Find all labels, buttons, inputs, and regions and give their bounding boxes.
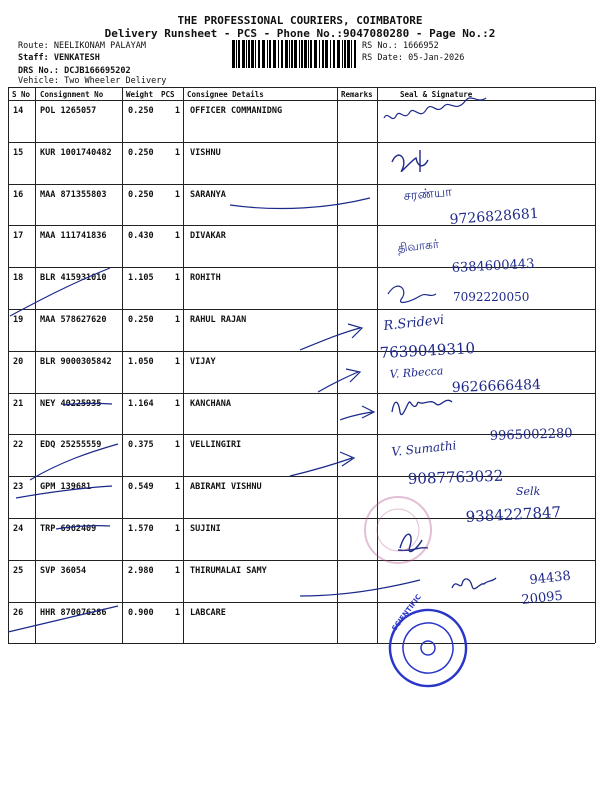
sno-cell: 24	[13, 524, 24, 534]
weight-cell: 0.549	[128, 482, 154, 493]
staff-value: VENKATESH	[53, 53, 100, 63]
strike-line	[56, 526, 110, 529]
consignee-cell: THIRUMALAI SAMY	[190, 565, 267, 576]
route-value: NEELIKONAM PALAYAM	[53, 41, 146, 51]
pcs-cell: 1	[174, 440, 180, 451]
strike-line	[8, 606, 118, 632]
weight-cell: 0.250	[128, 315, 154, 325]
strike-line	[64, 403, 112, 405]
rs-date-label: RS Date:	[362, 53, 403, 63]
signature-scribble	[384, 98, 486, 119]
consignee-cell: RAHUL RAJAN	[190, 315, 247, 325]
handwritten-phone: 7092220050	[453, 290, 530, 304]
handwritten-signature: R.Sridevi	[382, 312, 445, 334]
consignee-cell: KANCHANA	[190, 398, 231, 409]
handwritten-phone: 94438	[528, 568, 572, 588]
signature-scribble	[392, 150, 428, 172]
col-header-remarks: Remarks	[341, 90, 373, 99]
signature-scribble	[392, 400, 452, 414]
weight-cell: 1.105	[128, 273, 154, 284]
arrow-icon	[300, 580, 420, 596]
col-header-seal: Seal & Signature	[400, 90, 473, 99]
pcs-cell: 1	[174, 106, 180, 116]
pcs-cell: 1	[174, 189, 180, 200]
consignment-cell: POL 1265057	[40, 106, 97, 116]
pcs-cell: 1	[174, 524, 180, 534]
pcs-cell: 1	[174, 231, 180, 242]
weight-cell: 0.375	[128, 440, 154, 451]
pcs-cell: 1	[174, 315, 180, 325]
pcs-cell: 1	[174, 607, 180, 618]
sno-cell: 19	[13, 315, 24, 325]
handwritten-phone: 9087763032	[407, 466, 504, 488]
drs-value: DCJB166695202	[64, 66, 131, 76]
consignment-cell: NEY 40225935	[40, 398, 102, 409]
handwritten-signature: V. Sumathi	[390, 438, 458, 459]
company-title: THE PROFESSIONAL COURIERS, COIMBATORE	[177, 14, 423, 27]
sno-cell: 14	[13, 106, 24, 116]
sno-cell: 15	[13, 147, 24, 158]
stamp-text: SCIENTIFIC	[390, 593, 423, 633]
col-header-pcs: PCS	[161, 90, 175, 99]
sno-cell: 25	[13, 565, 24, 576]
strike-line	[30, 444, 118, 480]
consignment-cell: MAA 871355803	[40, 189, 107, 200]
weight-cell: 0.250	[128, 189, 154, 200]
consignee-cell: ROHITH	[190, 273, 221, 284]
consignment-cell: HHR 870076286	[40, 607, 107, 618]
weight-cell: 2.980	[128, 565, 154, 576]
strike-line	[10, 268, 110, 316]
consignment-cell: KUR 1001740482	[40, 147, 112, 158]
consignee-cell: SARANYA	[190, 189, 226, 200]
consignee-cell: ABIRAMI VISHNU	[190, 482, 262, 493]
consignee-cell: VISHNU	[190, 147, 221, 158]
sno-cell: 23	[13, 482, 24, 493]
consignee-cell: LABCARE	[190, 607, 226, 618]
arrow-icon	[318, 369, 360, 392]
consignment-cell: MAA 578627620	[40, 315, 107, 325]
pcs-cell: 1	[174, 482, 180, 493]
pcs-cell: 1	[174, 565, 180, 576]
drs-label: DRS No.:	[18, 66, 59, 76]
weight-cell: 0.430	[128, 231, 154, 242]
pcs-cell: 1	[174, 398, 180, 409]
weight-cell: 1.050	[128, 356, 154, 367]
rs-no-value: 1666952	[402, 41, 439, 51]
weight-cell: 0.250	[128, 106, 154, 116]
handwritten-note: Selk	[516, 485, 541, 498]
consignee-cell: VELLINGIRI	[190, 440, 242, 451]
runsheet-subtitle: Delivery Runsheet - PCS - Phone No.:9047080280 - Page No.:2	[104, 27, 496, 40]
sno-cell: 21	[13, 398, 24, 409]
signature-scribble	[388, 286, 436, 302]
consignment-cell: EDQ 25255559	[40, 440, 102, 451]
consignment-cell: MAA 111741836	[40, 231, 107, 242]
arrow-icon	[340, 406, 374, 420]
faint-stamp	[365, 497, 431, 563]
vehicle-label: Vehicle:	[18, 76, 59, 86]
weight-cell: 0.250	[128, 147, 154, 158]
consignee-cell: VIJAY	[190, 356, 216, 367]
handwritten-phone: 7639049310	[379, 339, 476, 362]
sno-cell: 17	[13, 231, 24, 242]
sno-cell: 26	[13, 607, 24, 618]
rs-no-label: RS No.:	[362, 41, 398, 51]
handwritten-signature: சரண்யா	[403, 184, 453, 204]
consignment-cell: BLR 415931010	[40, 273, 107, 284]
consignee-cell: DIVAKAR	[190, 231, 226, 242]
strike-line	[16, 486, 112, 498]
signature-scribble	[398, 534, 428, 551]
pcs-cell: 1	[174, 273, 180, 284]
consignee-cell: SUJINI	[190, 524, 221, 534]
arrow-icon	[230, 198, 370, 209]
col-header-consignment: Consignment No	[40, 90, 104, 99]
handwritten-signature: V. Rbecca	[389, 364, 444, 381]
col-header-sno: S No	[12, 90, 31, 99]
sno-cell: 18	[13, 273, 24, 284]
staff-label: Staff:	[18, 53, 49, 63]
scientific-stamp	[375, 583, 476, 696]
arrow-icon	[300, 324, 362, 350]
handwritten-phone: 9626666484	[451, 376, 542, 396]
route-label: Route:	[18, 41, 49, 51]
pcs-cell: 1	[174, 356, 180, 367]
consignee-cell: OFFICER COMMANIDNG	[190, 106, 283, 116]
consignment-cell: SVP 36054	[40, 565, 87, 576]
consignment-cell: GPM 139681	[40, 482, 92, 493]
sno-cell: 20	[13, 356, 24, 367]
col-header-weight: Weight	[126, 90, 154, 99]
sno-cell: 16	[13, 189, 24, 200]
col-header-consignee: Consignee Details	[187, 90, 264, 99]
handwritten-phone: 20095	[520, 588, 564, 608]
arrow-icon	[290, 452, 354, 476]
handwritten-signature: திவாகர்	[396, 236, 440, 255]
handwritten-phone: 9965002280	[489, 426, 573, 444]
consignment-cell: TRP 6962409	[40, 524, 97, 534]
consignment-cell: BLR 9000305842	[40, 356, 112, 367]
weight-cell: 1.570	[128, 524, 154, 534]
handwritten-phone: 9384227847	[465, 503, 562, 526]
weight-cell: 1.164	[128, 398, 154, 409]
handwritten-phone: 9726828681	[449, 205, 540, 228]
handwritten-phone: 6384600443	[451, 256, 535, 276]
vehicle-value: Two Wheeler Delivery	[64, 76, 167, 86]
weight-cell: 0.900	[128, 607, 154, 618]
pcs-cell: 1	[174, 147, 180, 158]
signature-scribble	[452, 578, 496, 589]
sno-cell: 22	[13, 440, 24, 451]
rs-date-value: 05-Jan-2026	[408, 53, 465, 63]
